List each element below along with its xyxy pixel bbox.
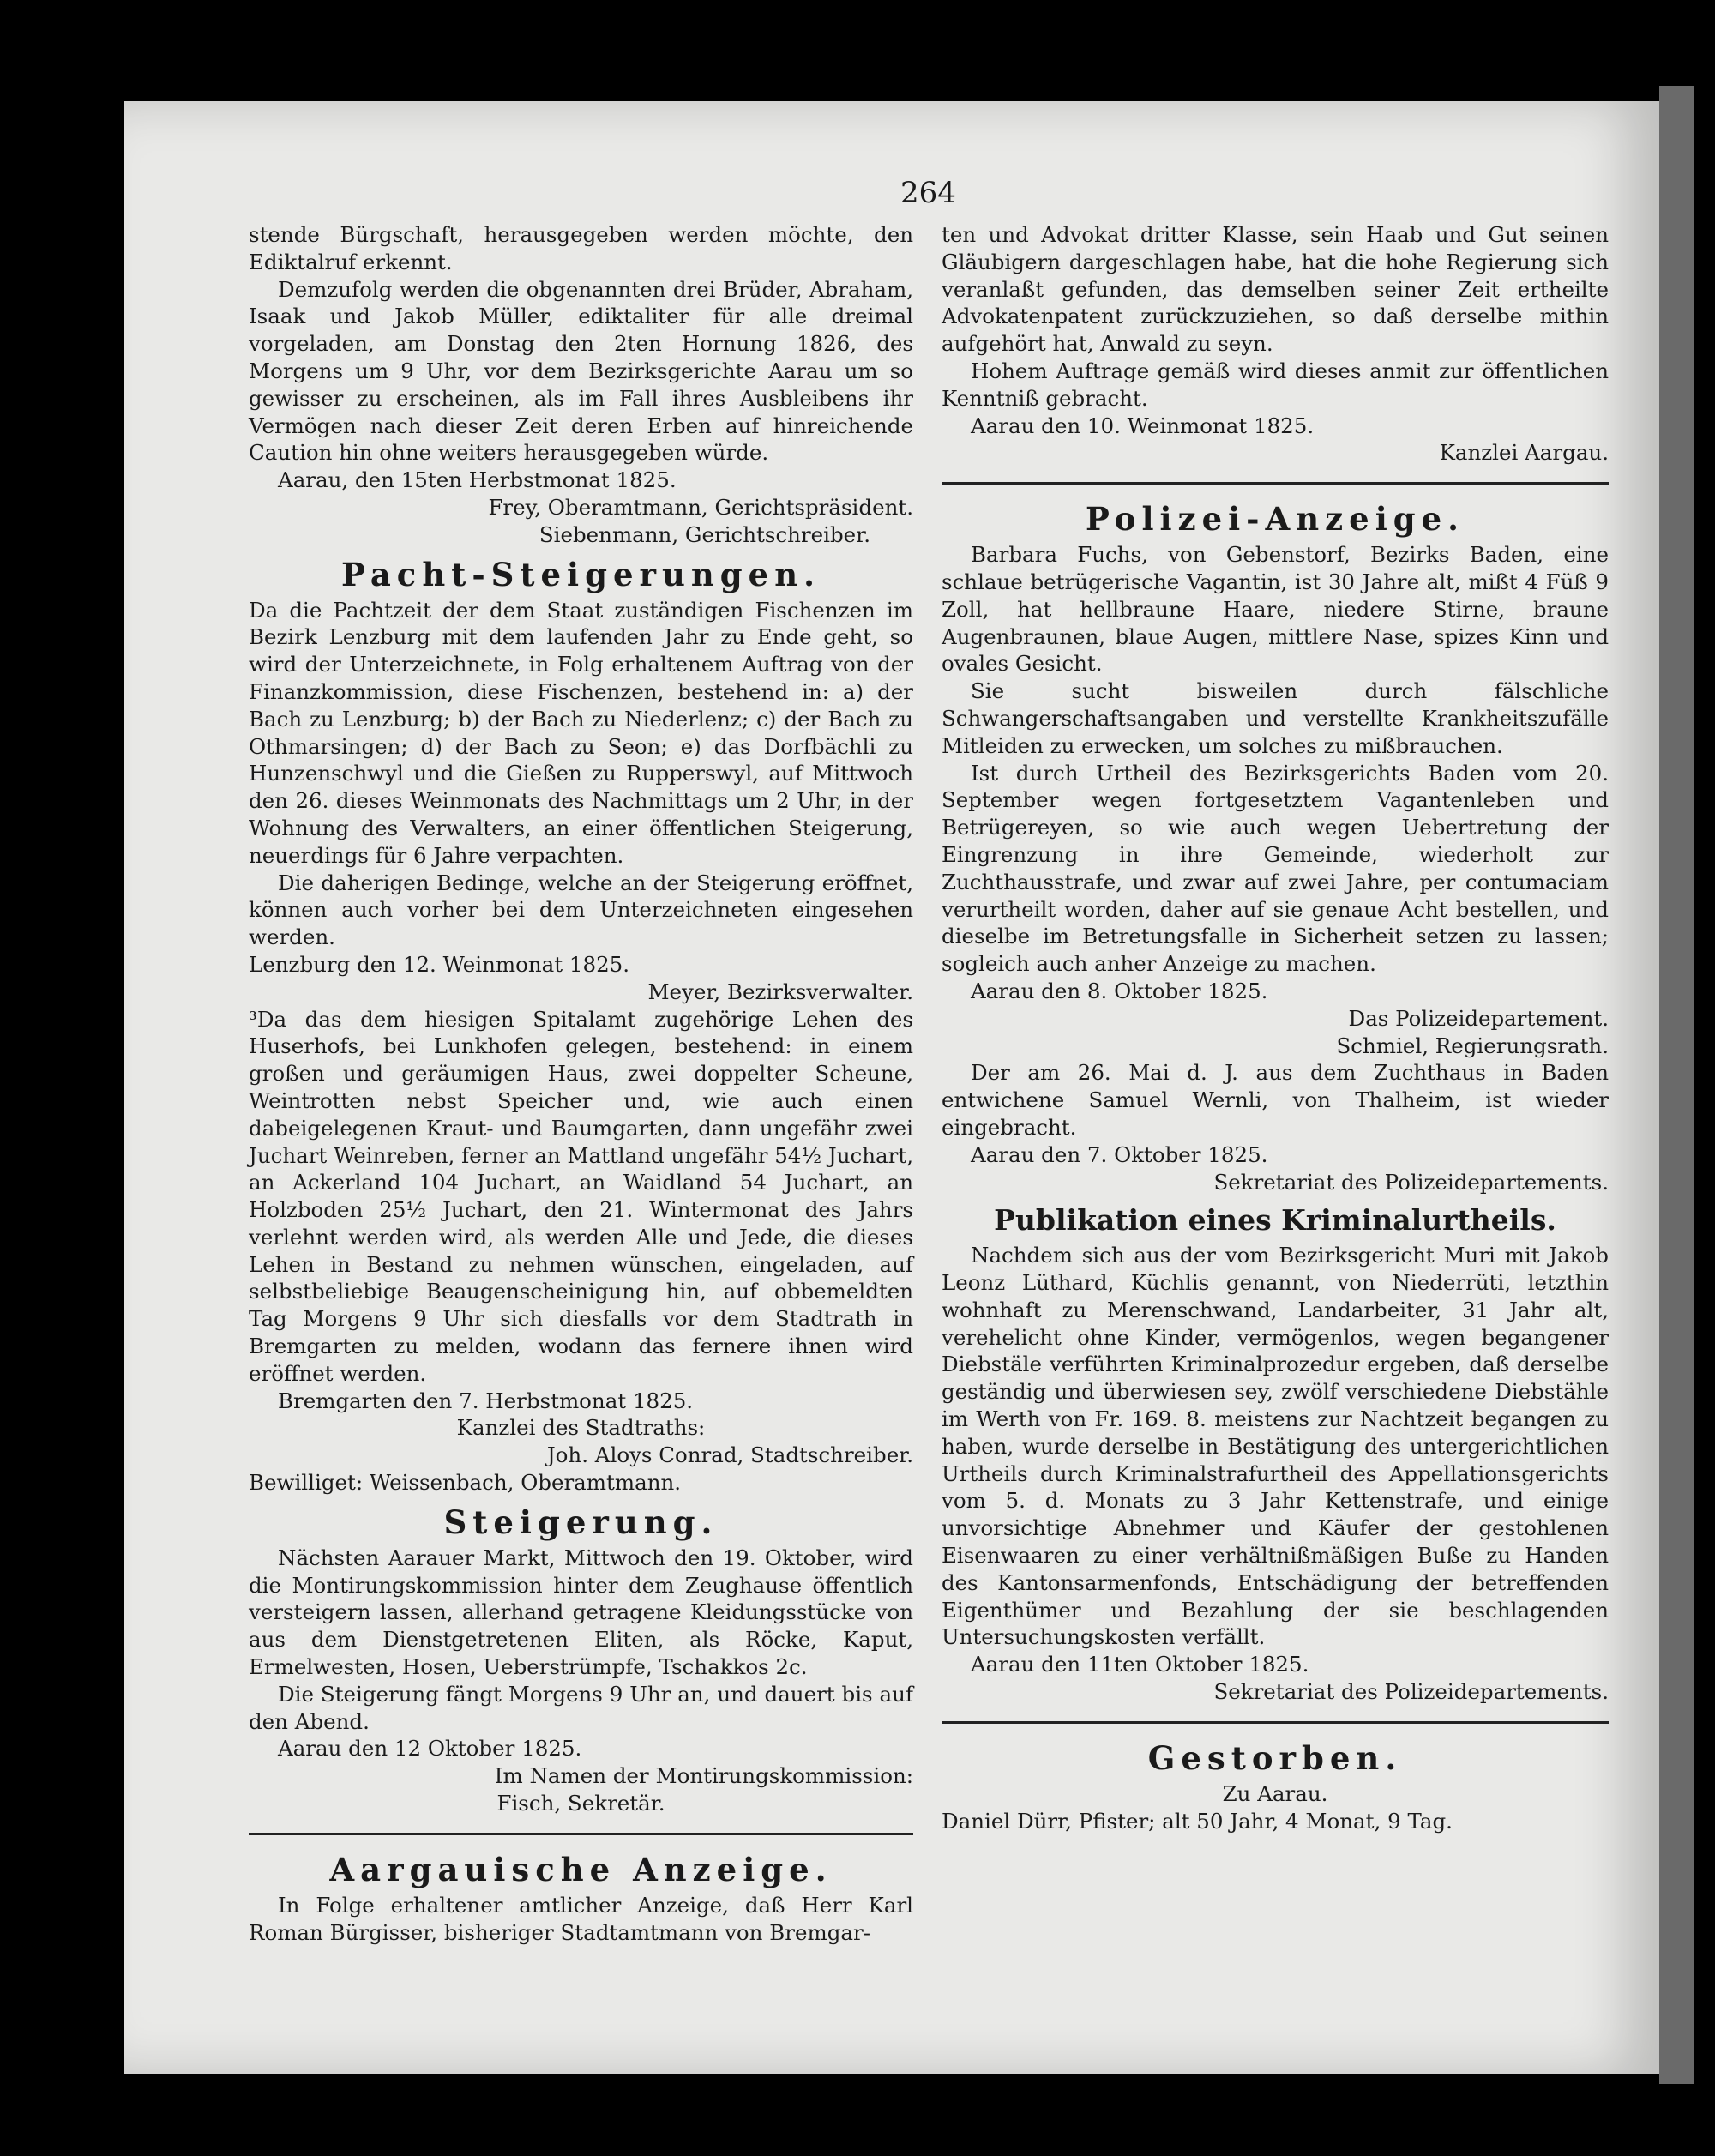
section-heading: Aargauische Anzeige.	[329, 1850, 833, 1888]
dateline: Lenzburg den 12. Weinmonat 1825.	[249, 951, 630, 977]
paragraph: stende Bürgschaft, herausgegeben werden möchte, den Ediktalruf erkennt.	[249, 222, 913, 274]
dateline: Aarau den 11ten Oktober 1825.	[971, 1652, 1309, 1677]
section-heading: Gestorben.	[1147, 1738, 1403, 1777]
paragraph: Nächsten Aarauer Markt, Mittwoch den 19. Oktober, wird die Montirungskommission hinter dem Zeughause öffentlich versteigern lassen, allerhand getragene Kleidungsstücke von aus dem Dienstgetretenen Eliten, als Röcke, Kaput, Ermelwesten, Hosen, Ueberstrümpfe, Tschakkos 2c.	[249, 1545, 913, 1680]
dateline: Bremgarten den 7. Herbstmonat 1825.	[278, 1388, 694, 1413]
signature: Schmiel, Regierungsrath.	[1336, 1033, 1609, 1058]
signature: Sekretariat des Polizeidepartements.	[1213, 1679, 1609, 1705]
signature: Frey, Oberamtmann, Gerichtspräsident.	[488, 494, 913, 520]
paragraph: Der am 26. Mai d. J. aus dem Zuchthaus in Baden entwichene Samuel Wernli, von Thalheim, ist wieder eingebracht.	[942, 1060, 1609, 1140]
paragraph: ³Da das dem hiesigen Spitalamt zugehörige Lehen des Huserhofs, bei Lunkhofen gelegen, bestehend: in einem großen und geräumigen Haus, zwei doppelter Scheune, Weintrotten nebst Speicher und, wie auch einen dabeigelegenen Kraut- und Baumgarten, dann ungefähr zwei Juchart Weinreben, ferner an Mattland ungefähr 54½ Juchart, an Ackerland 104 Juchart, an Waidland 54 Juchart, an Holzboden 25½ Juchart, den 21. Wintermonat des Jahrs verlehnt werden wird, als werden Alle und Jede, die dieses Lehen in Bestand zu nehmen wünschen, eingeladen, auf selbstbeliebige Beaugenscheinigung hin, auf obbemeldten Tag Morgens 9 Uhr sich diesfalls vor dem Stadtrath in Bremgarten zu melden, wodann das fernere ihnen wird eröffnet werden.	[249, 1006, 913, 1386]
paragraph: Demzufolg werden die obgenannten drei Brüder, Abraham, Isaak und Jakob Müller, ediktaliter für alle dreimal vorgeladen, am Donstag den 2ten Hornung 1826, des Morgens um 9 Uhr, vor dem Bezirksgerichte Aarau um so gewisser zu erscheinen, als im Fall ihres Ausbleibens ihr Vermögen nach dieser Zeit deren Erben auf hinreichende Caution hin ohne weiters herausgegeben würde.	[249, 276, 913, 466]
page-number: 264	[900, 176, 956, 210]
paragraph: Nachdem sich aus der vom Bezirksgericht Muri mit Jakob Leonz Lüthard, Küchlis genannt, von Niederrüti, letzthin wohnhaft zu Merenschwand, Landarbeiter, 31 Jahr alt, verehelicht ohne Kinder, vermögenlos, wegen begangener Diebstäle verführten Kriminalprozedur ergeben, daß derselbe geständig und überwiesen sey, zwölf verschiedene Diebstähle im Werth von Fr. 169. 8. meistens zur Nachtzeit begangen zu haben, wurde derselbe in Bestätigung des untergerichtlichen Urtheils durch Kriminalstrafurtheil des Appellationsgerichts vom 5. d. Monats zu 3 Jahr Kettenstrafe, und einige unvorsichtige Abnehmer und Käufer der gestohlenen Eisenwaaren zu einer verhältnißmäßigen Buße zu Handen des Kantonsarmenfonds, Entschädigung der betreffenden Eigenthümer und Bezahlung der sie beschlagenden Untersuchungskosten verfällt.	[942, 1243, 1609, 1650]
signature: Meyer, Bezirksverwalter.	[647, 979, 913, 1004]
section-heading: Publikation eines Kriminalurtheils.	[994, 1203, 1556, 1238]
page-edge	[1659, 86, 1694, 2084]
divider	[249, 1833, 913, 1835]
place-label: Zu Aarau.	[1222, 1780, 1328, 1806]
paragraph: Da die Pachtzeit der dem Staat zuständigen Fischenzen im Bezirk Lenzburg mit dem laufenden Jahr zu Ende geht, so wird der Unterzeichnete, in Folg erhaltenem Auftrag von der Finanzkommission, diese Fischenzen, bestehend in: a) der Bach zu Lenzburg; b) der Bach zu Niederlenz; c) der Bach zu Othmarsingen; d) der Bach zu Seon; e) das Dorfbächli zu Hunzenschwyl und die Gießen zu Rupperswyl, auf Mittwoch den 26. dieses Weinmonats des Nachmittags um 2 Uhr, in der Wohnung des Verwalters, an einer öffentlichen Steigerung, neuerdings für 6 Jahre verpachten.	[249, 597, 913, 868]
section-heading: Pacht-Steigerungen.	[341, 555, 821, 593]
signature: Im Namen der Montirungskommission:	[494, 1763, 913, 1789]
left-column	[249, 221, 913, 1946]
paragraph: In Folge erhaltener amtlicher Anzeige, daß Herr Karl Roman Bürgisser, bisheriger Stadtamtmann von Bremgar-	[249, 1892, 913, 1945]
section-heading: Polizei-Anzeige.	[1085, 500, 1465, 539]
signature: Joh. Aloys Conrad, Stadtschreiber.	[546, 1442, 913, 1468]
death-notice: Daniel Dürr, Pfister; alt 50 Jahr, 4 Monat, 9 Tag.	[942, 1808, 1453, 1834]
dateline: Aarau den 10. Weinmonat 1825.	[971, 413, 1315, 438]
paragraph: Die Steigerung fängt Morgens 9 Uhr an, und dauert bis auf den Abend.	[249, 1681, 913, 1734]
signature: Bewilliget: Weissenbach, Oberamtmann.	[249, 1470, 682, 1496]
paragraph: Die daherigen Bedinge, welche an der Steigerung eröffnet, können auch vorher bei dem Unterzeichneten eingesehen werden.	[249, 870, 913, 950]
divider	[942, 1721, 1609, 1724]
paragraph: Barbara Fuchs, von Gebenstorf, Bezirks Baden, eine schlaue betrügerische Vagantin, ist 30 Jahre alt, mißt 4 Füß 9 Zoll, hat hellbraune Haare, niedere Stirne, braune Augenbraunen, blaue Augen, mittlere Nase, spizes Kinn und ovales Gesicht.	[942, 542, 1609, 677]
signature: Siebenmann, Gerichtschreiber.	[539, 521, 870, 547]
dateline: Aarau, den 15ten Herbstmonat 1825.	[278, 467, 677, 493]
section-heading: Steigerung.	[443, 1503, 719, 1541]
signature: Fisch, Sekretär.	[496, 1791, 665, 1816]
signature: Das Polizeidepartement.	[1348, 1005, 1609, 1031]
divider	[942, 482, 1609, 485]
paragraph: ten und Advokat dritter Klasse, sein Haab und Gut seinen Gläubigern dargeschlagen habe, hat die hohe Regierung sich veranlaßt gefunden, das demselben seiner Zeit ertheilte Advokatenpatent zurückzuziehen, so daß derselbe mithin aufgehört hat, Anwald zu seyn.	[942, 222, 1609, 357]
signature: Sekretariat des Polizeidepartements.	[1213, 1169, 1609, 1195]
right-column	[942, 221, 1609, 1834]
signature: Kanzlei des Stadtraths:	[456, 1415, 706, 1441]
dateline: Aarau den 12 Oktober 1825.	[278, 1736, 582, 1762]
dateline: Aarau den 7. Oktober 1825.	[971, 1141, 1268, 1167]
paragraph: Ist durch Urtheil des Bezirksgerichts Baden vom 20. September wegen fortgesetztem Vagantenleben und Betrügereyen, so wie auch wegen Uebertretung der Eingrenzung in ihre Gemeinde, wiederholt zur Zuchthausstrafe, und zwar auf zwei Jahre, per contumaciam verurtheilt worden, daher auf sie genaue Acht bestellen, und dieselbe im Betretungsfalle in Sicherheit setzen zu lassen; sogleich auch anher Anzeige zu machen.	[942, 760, 1609, 977]
paragraph: Hohem Auftrage gemäß wird dieses anmit zur öffentlichen Kenntniß gebracht.	[942, 358, 1609, 411]
signature: Kanzlei Aargau.	[1439, 440, 1609, 466]
dateline: Aarau den 8. Oktober 1825.	[971, 978, 1268, 1003]
paragraph: Sie sucht bisweilen durch fälschliche Schwangerschaftsangaben und verstellte Krankheitszufälle Mitleiden zu erwecken, um solches zu mißbrauchen.	[942, 678, 1609, 758]
